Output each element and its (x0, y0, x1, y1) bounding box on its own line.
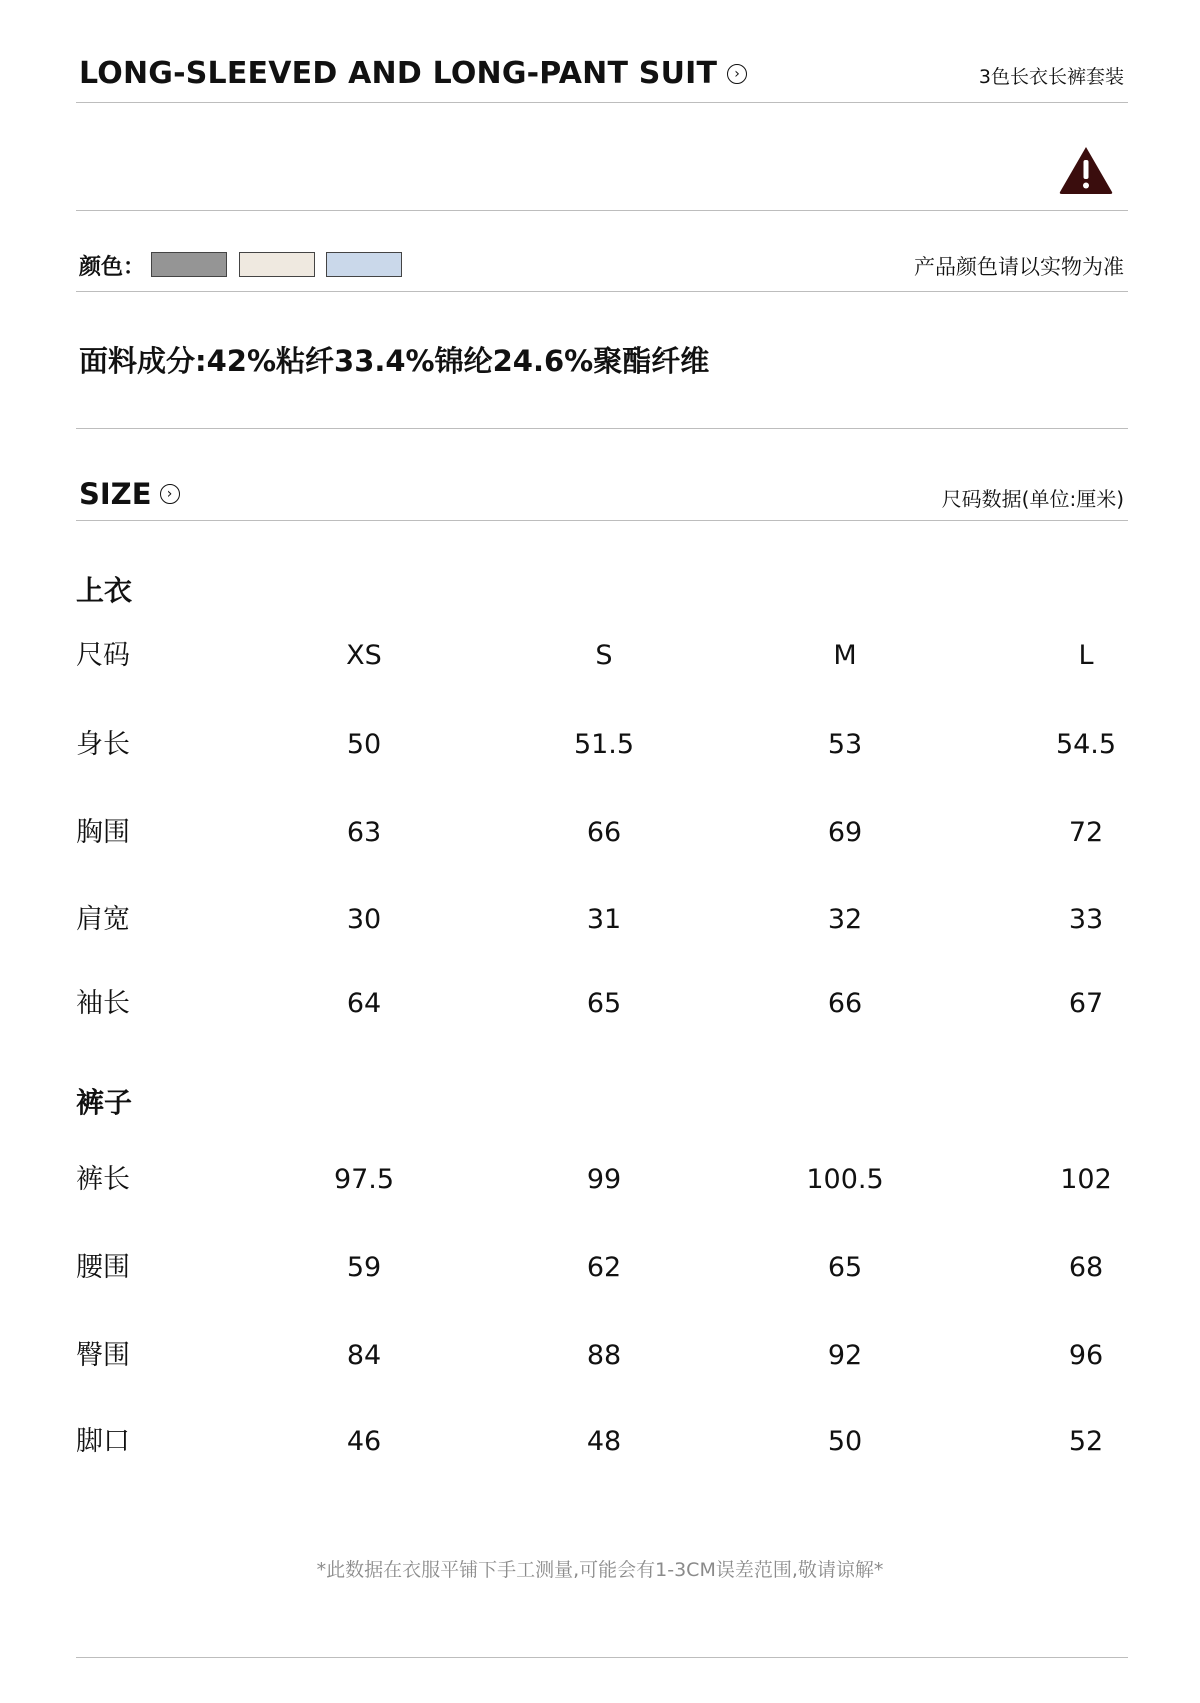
value-s: 66 (586, 817, 622, 848)
size-m: M (833, 640, 857, 671)
value-s: 31 (586, 904, 622, 935)
value-xs: 30 (346, 904, 382, 935)
row-label: 身长 (76, 729, 130, 760)
chevron-right-circle-icon: › (727, 64, 747, 84)
color-label: 颜色： (79, 255, 146, 280)
size-title (79, 477, 180, 511)
value-m: 92 (827, 1340, 863, 1371)
size-l: L (1078, 640, 1094, 671)
value-xs: 64 (346, 988, 382, 1019)
table-row (76, 1160, 1128, 1200)
value-m: 32 (827, 904, 863, 935)
row-label: 胸围 (76, 817, 130, 848)
table-row (76, 900, 1128, 940)
size-s: S (595, 640, 613, 671)
table-row (76, 1422, 1128, 1462)
table-row (76, 813, 1128, 853)
product-subtitle: 3色长衣长裤套装 (978, 66, 1124, 88)
table-row (76, 1248, 1128, 1288)
value-s: 99 (586, 1164, 622, 1195)
value-s: 51.5 (573, 729, 635, 760)
row-label: 脚口 (76, 1426, 130, 1457)
divider (76, 1657, 1128, 1658)
value-xs: 97.5 (333, 1164, 395, 1195)
value-xs: 59 (346, 1252, 382, 1283)
warning-icon (1058, 145, 1114, 195)
value-xs: 46 (346, 1426, 382, 1457)
size-xs: XS (346, 640, 382, 671)
divider (76, 291, 1128, 292)
value-l: 68 (1068, 1252, 1104, 1283)
value-s: 65 (586, 988, 622, 1019)
row-label: 肩宽 (76, 904, 130, 935)
row-label: 尺码 (76, 640, 130, 671)
fabric-composition: 面料成分:42%粘纤33.4%锦纶24.6%聚酯纤维 (79, 344, 710, 378)
divider (76, 102, 1128, 103)
table-row (76, 984, 1128, 1024)
value-l: 54.5 (1055, 729, 1117, 760)
table-row (76, 725, 1128, 765)
value-l: 67 (1068, 988, 1104, 1019)
section-title-top: 上衣 (76, 574, 133, 607)
value-s: 88 (586, 1340, 622, 1371)
value-m: 66 (827, 988, 863, 1019)
table-row (76, 1336, 1128, 1376)
value-l: 96 (1068, 1340, 1104, 1371)
value-l: 102 (1060, 1164, 1112, 1195)
row-label: 臀围 (76, 1340, 130, 1371)
value-m: 50 (827, 1426, 863, 1457)
color-swatch-cream (239, 252, 315, 277)
row-label: 袖长 (76, 988, 130, 1019)
value-m: 69 (827, 817, 863, 848)
row-label: 腰围 (76, 1252, 130, 1283)
color-swatch-grey (151, 252, 227, 277)
value-m: 53 (827, 729, 863, 760)
value-m: 65 (827, 1252, 863, 1283)
section-title-pants: 裤子 (76, 1086, 133, 1119)
divider (76, 210, 1128, 211)
chevron-right-circle-icon: › (160, 484, 180, 504)
value-xs: 50 (346, 729, 382, 760)
value-xs: 84 (346, 1340, 382, 1371)
row-label: 裤长 (76, 1164, 130, 1195)
divider (76, 428, 1128, 429)
measurement-footnote: *此数据在衣服平铺下手工测量,可能会有1-3CM误差范围,敬请谅解* (316, 1559, 884, 1581)
value-s: 48 (586, 1426, 622, 1457)
color-swatch-light-blue (326, 252, 402, 277)
value-l: 33 (1068, 904, 1104, 935)
size-unit-note: 尺码数据(单位:厘米) (941, 487, 1124, 511)
value-s: 62 (586, 1252, 622, 1283)
color-note: 产品颜色请以实物为准 (914, 255, 1124, 279)
value-m: 100.5 (806, 1164, 884, 1195)
value-l: 52 (1068, 1426, 1104, 1457)
value-xs: 63 (346, 817, 382, 848)
product-title-text: LONG-SLEEVED AND LONG-PANT SUIT (79, 56, 718, 91)
table-header-row (76, 636, 1128, 676)
size-title-text: SIZE (79, 477, 152, 511)
product-title (79, 56, 747, 91)
divider (76, 520, 1128, 521)
value-l: 72 (1068, 817, 1104, 848)
